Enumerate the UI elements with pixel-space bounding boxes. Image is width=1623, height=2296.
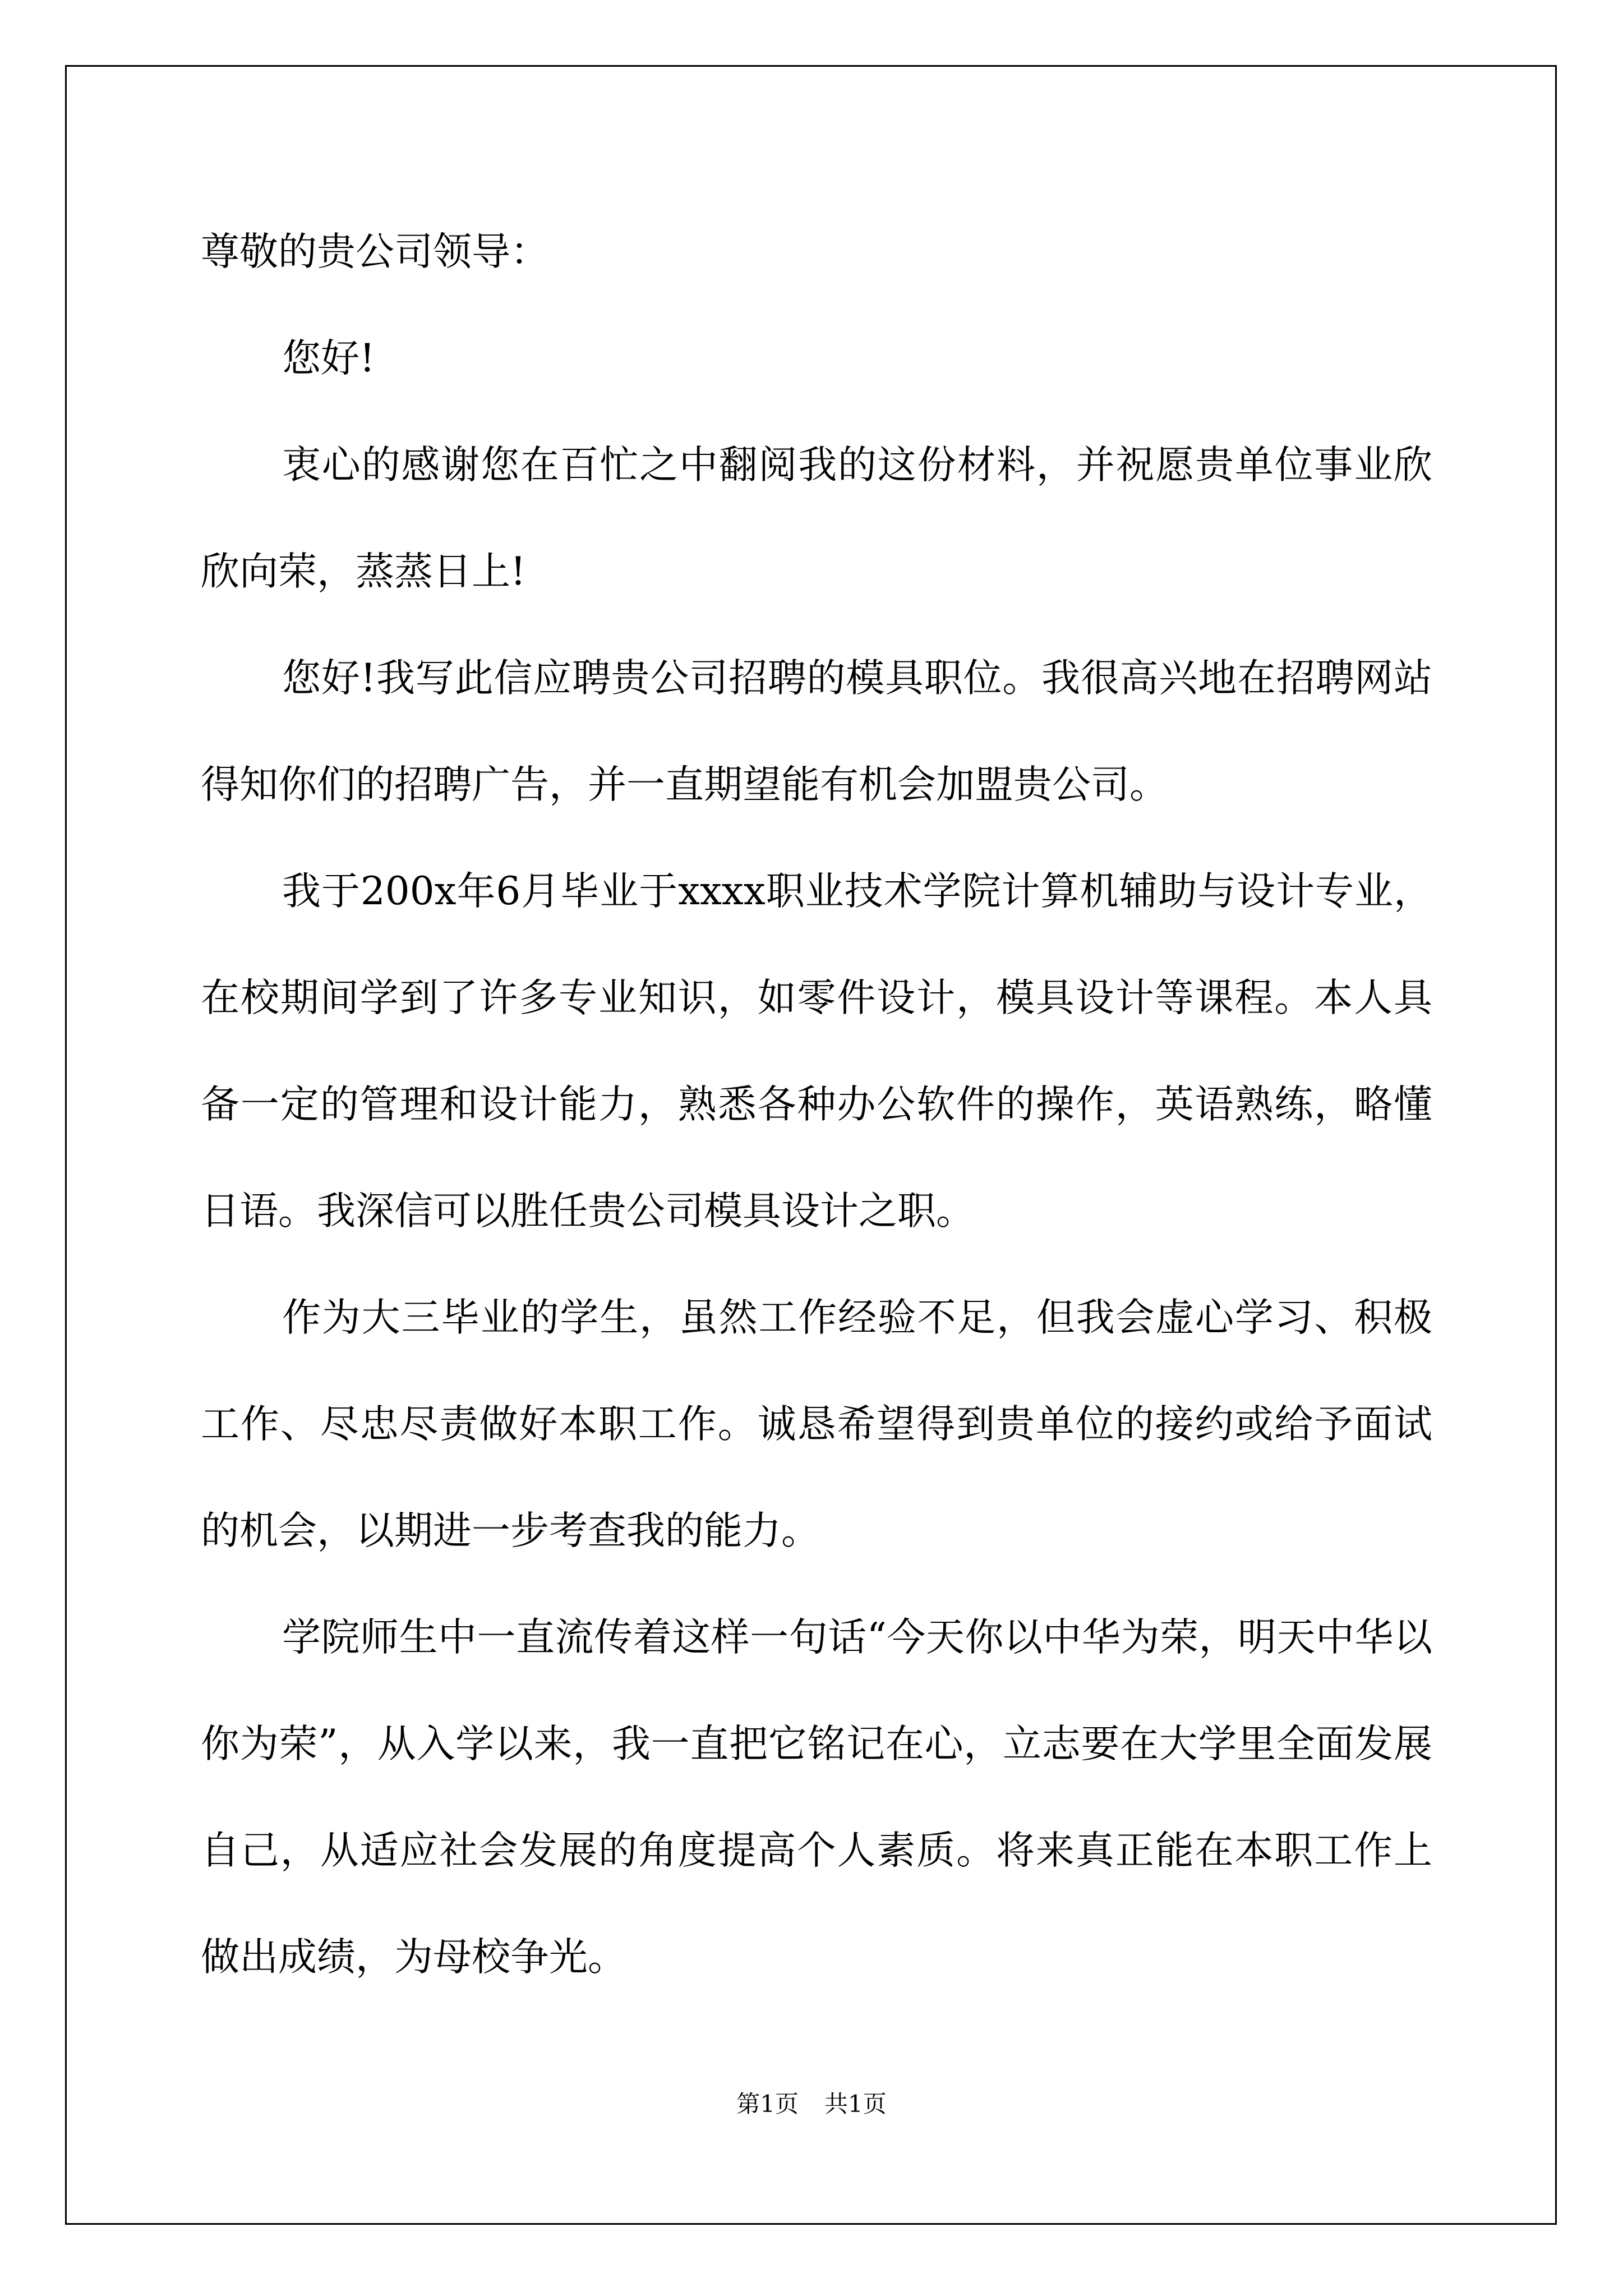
page-number: 第1页 bbox=[736, 2090, 799, 2118]
salutation: 尊敬的贵公司领导： bbox=[201, 229, 549, 274]
paragraph-greeting: 您好! bbox=[282, 336, 375, 381]
paragraph-education: 我于200x年6月毕业于xxxx职业技术学院计算机辅助与设计专业，在校期间学到了许多专业知识，如零件设计，模具设计等课程。本人具备一定的管理和设计能力，熟悉各种办公软件的操作，英语熟练，略懂日语。我深信可以胜任贵公司模具设计之职。 bbox=[201, 869, 1432, 1234]
paragraph-motto: 学院师生中一直流传着这样一句话“今天你以中华为荣，明天中华以你为荣”，从入学以来，我一直把它铭记在心，立志要在大学里全面发展自己，从适应社会发展的角度提高个人素质。将来真正能在本职工作上做出成绩，为母校争光。 bbox=[201, 1615, 1432, 1980]
letter-body bbox=[201, 199, 1432, 2010]
page-footer bbox=[0, 2088, 1623, 2120]
page-total: 共1页 bbox=[824, 2090, 887, 2118]
paragraph-application: 您好!我写此信应聘贵公司招聘的模具职位。我很高兴地在招聘网站得知你们的招聘广告，并一直期望能有机会加盟贵公司。 bbox=[201, 656, 1432, 807]
paragraph-commitment: 作为大三毕业的学生，虽然工作经验不足，但我会虚心学习、积极工作、尽忠尽责做好本职工作。诚恳希望得到贵单位的接约或给予面试的机会，以期进一步考查我的能力。 bbox=[201, 1295, 1432, 1553]
paragraph-thanks: 衷心的感谢您在百忙之中翻阅我的这份材料，并祝愿贵单位事业欣欣向荣，蒸蒸日上! bbox=[201, 443, 1432, 594]
